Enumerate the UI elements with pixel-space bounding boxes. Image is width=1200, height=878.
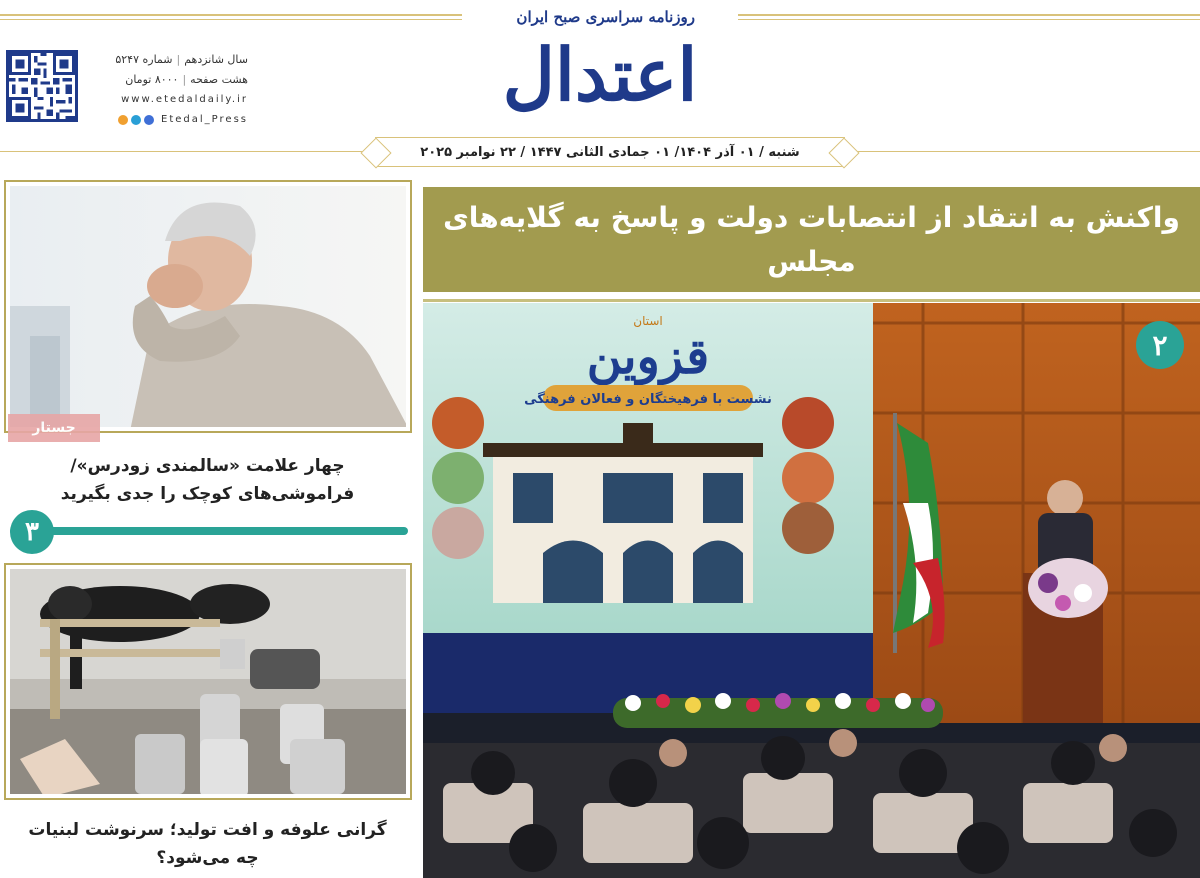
website-link[interactable]: www.etedaldaily.ir	[121, 94, 248, 105]
masthead-rule-left	[0, 14, 462, 20]
story1-photo	[10, 186, 406, 427]
story1-tag[interactable]: جستار	[8, 414, 100, 442]
date-rule-right	[845, 151, 1200, 152]
newspaper-logo[interactable]	[455, 4, 745, 130]
logo-title: اعتدال	[502, 32, 698, 117]
logo-subtitle: روزنامه سراسری صبح ایران	[516, 8, 695, 26]
story1-photo-frame[interactable]	[4, 180, 412, 433]
bale-icon[interactable]	[144, 115, 154, 125]
social-handle[interactable]: Etedal_Press	[161, 114, 248, 125]
main-headline-box[interactable]	[423, 187, 1200, 292]
eitaa-icon[interactable]	[118, 115, 128, 125]
banner-city-text: قزوین	[586, 329, 710, 385]
date-band	[375, 137, 845, 167]
date-rule-left	[0, 151, 375, 152]
date-line: شنبه / ۰۱ آذر ۱۴۰۴/ ۰۱ جمادی الثانی ۱۴۴۷ / ۲۲ نوامبر ۲۰۲۵	[420, 144, 800, 160]
qr-code-icon[interactable]	[6, 50, 78, 122]
issue-year: سال شانزدهم	[184, 53, 248, 66]
page-count: هشت صفحه	[190, 73, 248, 86]
issue-info: سال شانزدهم|شماره ۵۲۴۷ هشت صفحه|۸۰۰۰ تومان www.etedaldaily.ir Etedal_Press	[88, 50, 248, 130]
main-page-number[interactable]: ۲	[1152, 329, 1168, 362]
main-headline: واکنش به انتقاد از انتصابات دولت و پاسخ به گلایه‌های مجلس	[443, 200, 1180, 278]
story2-photo	[10, 569, 406, 794]
banner-sub-text: نشست با فرهیختگان و فعالان فرهنگی	[524, 392, 772, 407]
story2-photo-frame[interactable]	[4, 563, 412, 800]
main-photo[interactable]	[423, 303, 1200, 878]
price: ۸۰۰۰ تومان	[125, 73, 179, 86]
telegram-icon[interactable]	[131, 115, 141, 125]
story1-title[interactable]: چهار علامت «سالمندی زودرس»/ فراموشی‌های کوچک را جدی بگیرید	[60, 456, 355, 504]
banner-top-text: استان	[633, 314, 663, 328]
social-links	[88, 110, 248, 130]
masthead-rule-right	[738, 14, 1200, 20]
issue-number: شماره ۵۲۴۷	[115, 53, 173, 66]
section-divider	[10, 527, 408, 535]
story2-title[interactable]: گرانی علوفه و افت تولید؛ سرنوشت لبنیات چه می‌شود؟	[28, 820, 387, 868]
story1-page-number[interactable]: ۳	[10, 510, 54, 554]
